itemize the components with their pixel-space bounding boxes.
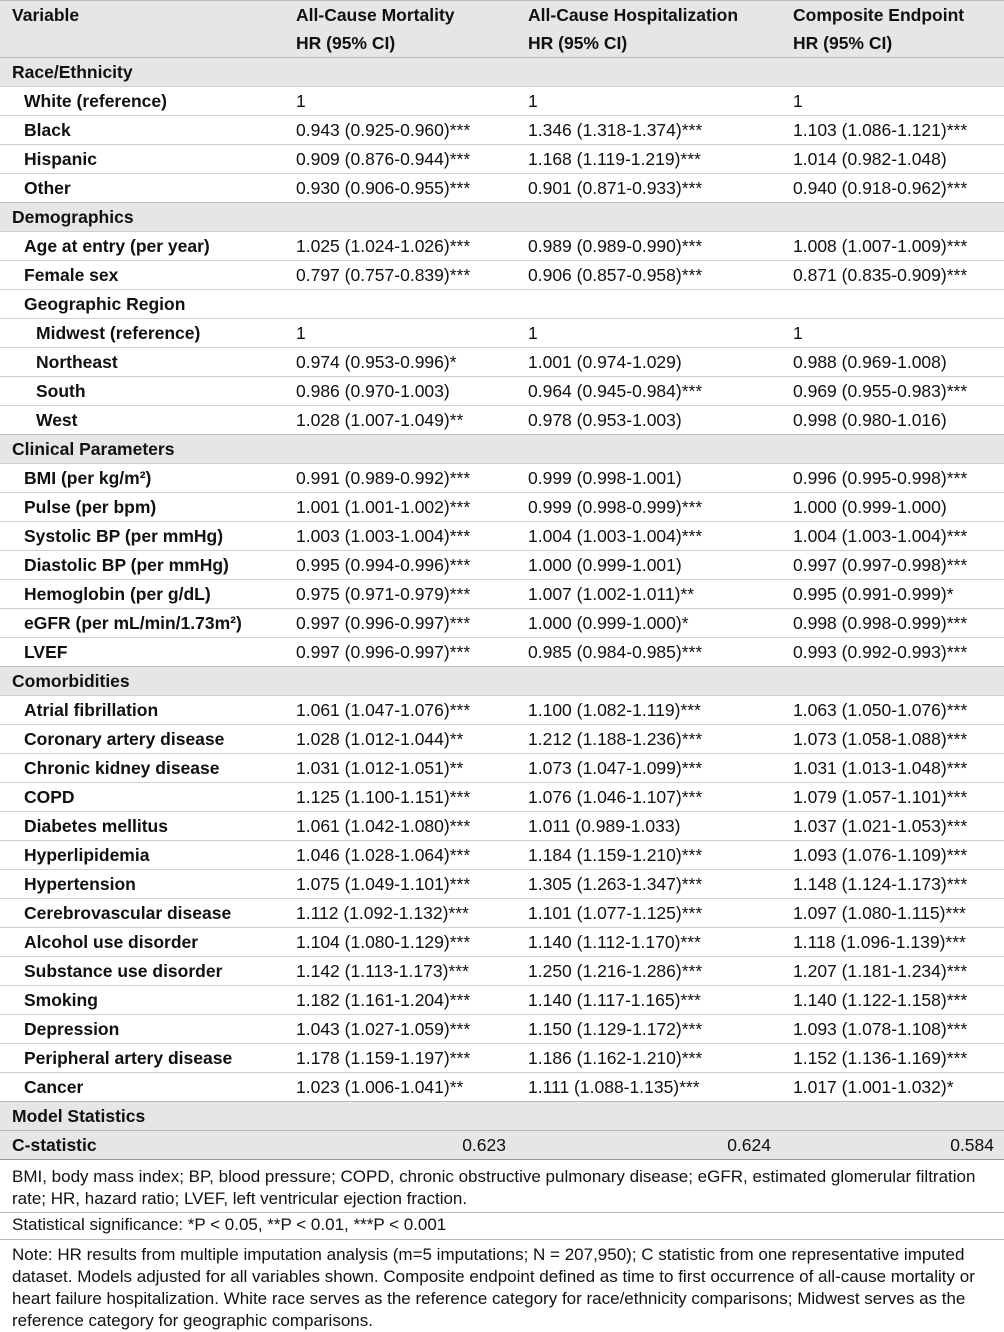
empty-cell (516, 1102, 781, 1131)
hr-composite-cell: 0.998 (0.980-1.016) (781, 406, 1004, 435)
hr-mortality-cell: 1.028 (1.012-1.044)** (284, 725, 516, 754)
hr-hospitalization-cell: 0.906 (0.857-0.958)*** (516, 261, 781, 290)
empty-cell (781, 203, 1004, 232)
table-row (0, 870, 1004, 899)
header-composite: Composite Endpoint (781, 1, 1004, 30)
section-label: Comorbidities (0, 667, 284, 696)
hr-mortality-cell: 1.061 (1.047-1.076)*** (284, 696, 516, 725)
hr-composite-cell: 1.093 (1.078-1.108)*** (781, 1015, 1004, 1044)
hr-hospitalization-cell: 1.250 (1.216-1.286)*** (516, 957, 781, 986)
empty-cell (284, 290, 516, 319)
hr-hospitalization-cell: 1.011 (0.989-1.033) (516, 812, 781, 841)
hr-composite-cell: 1.140 (1.122-1.158)*** (781, 986, 1004, 1015)
variable-label: Chronic kidney disease (0, 754, 284, 783)
variable-label: Other (0, 174, 284, 203)
table-row (0, 696, 1004, 725)
hr-hospitalization-cell: 1.004 (1.003-1.004)*** (516, 522, 781, 551)
hr-mortality-cell: 0.997 (0.996-0.997)*** (284, 609, 516, 638)
section-label: Model Statistics (0, 1102, 284, 1131)
hr-composite-cell: 0.940 (0.918-0.962)*** (781, 174, 1004, 203)
header-unit-composite: HR (95% CI) (781, 29, 1004, 58)
hr-mortality-cell: 1.112 (1.092-1.132)*** (284, 899, 516, 928)
table-row (0, 986, 1004, 1015)
hr-hospitalization-cell: 1.168 (1.119-1.219)*** (516, 145, 781, 174)
hr-mortality-cell: 0.974 (0.953-0.996)* (284, 348, 516, 377)
header-mortality: All-Cause Mortality (284, 1, 516, 30)
table-row (0, 1044, 1004, 1073)
hr-mortality-cell: 1 (284, 87, 516, 116)
table-row (0, 899, 1004, 928)
hr-hospitalization-cell: 1.305 (1.263-1.347)*** (516, 870, 781, 899)
empty-cell (284, 667, 516, 696)
hr-hospitalization-cell: 1.100 (1.082-1.119)*** (516, 696, 781, 725)
variable-label: Cancer (0, 1073, 284, 1102)
hr-mortality-cell: 1.142 (1.113-1.173)*** (284, 957, 516, 986)
header-hospitalization: All-Cause Hospitalization (516, 1, 781, 30)
c-statistic-row (0, 1131, 1004, 1160)
hr-composite-cell: 1.017 (1.001-1.032)* (781, 1073, 1004, 1102)
section-header-row (0, 58, 1004, 87)
hr-composite-cell: 1.008 (1.007-1.009)*** (781, 232, 1004, 261)
hr-composite-cell: 1.063 (1.050-1.076)*** (781, 696, 1004, 725)
variable-label: Peripheral artery disease (0, 1044, 284, 1073)
hr-mortality-cell: 0.997 (0.996-0.997)*** (284, 638, 516, 667)
header-unit-mortality: HR (95% CI) (284, 29, 516, 58)
hr-mortality-cell: 1.061 (1.042-1.080)*** (284, 812, 516, 841)
hr-hospitalization-cell: 1.000 (0.999-1.000)* (516, 609, 781, 638)
hr-hospitalization-cell: 0.999 (0.998-0.999)*** (516, 493, 781, 522)
hr-composite-cell: 1 (781, 87, 1004, 116)
variable-label: COPD (0, 783, 284, 812)
variable-label: Black (0, 116, 284, 145)
hr-composite-cell: 0.969 (0.955-0.983)*** (781, 377, 1004, 406)
hr-hospitalization-cell: 0.901 (0.871-0.933)*** (516, 174, 781, 203)
hr-mortality-cell: 0.995 (0.994-0.996)*** (284, 551, 516, 580)
hr-mortality-cell: 0.943 (0.925-0.960)*** (284, 116, 516, 145)
hr-mortality-cell: 1.025 (1.024-1.026)*** (284, 232, 516, 261)
table-row (0, 406, 1004, 435)
table-row (0, 493, 1004, 522)
section-header-row (0, 1102, 1004, 1131)
variable-label: Substance use disorder (0, 957, 284, 986)
c-statistic-mortality: 0.623 (284, 1131, 516, 1160)
hr-hospitalization-cell: 1 (516, 319, 781, 348)
section-header-row (0, 435, 1004, 464)
hr-mortality-cell: 1.031 (1.012-1.051)** (284, 754, 516, 783)
variable-label: Smoking (0, 986, 284, 1015)
hr-hospitalization-cell: 0.985 (0.984-0.985)*** (516, 638, 781, 667)
hr-composite-cell: 0.871 (0.835-0.909)*** (781, 261, 1004, 290)
hr-mortality-cell: 1.043 (1.027-1.059)*** (284, 1015, 516, 1044)
hr-mortality-cell: 1.046 (1.028-1.064)*** (284, 841, 516, 870)
table-row (0, 261, 1004, 290)
hr-hospitalization-cell: 1.212 (1.188-1.236)*** (516, 725, 781, 754)
hr-hospitalization-cell: 1.076 (1.046-1.107)*** (516, 783, 781, 812)
hr-hospitalization-cell: 1.073 (1.047-1.099)*** (516, 754, 781, 783)
table-row (0, 754, 1004, 783)
variable-label: Alcohol use disorder (0, 928, 284, 957)
variable-label: Age at entry (per year) (0, 232, 284, 261)
hr-composite-cell: 1.118 (1.096-1.139)*** (781, 928, 1004, 957)
variable-label: Systolic BP (per mmHg) (0, 522, 284, 551)
header-row-titles (0, 1, 1004, 30)
table-row (0, 377, 1004, 406)
hr-hospitalization-cell: 0.999 (0.998-1.001) (516, 464, 781, 493)
variable-label: South (0, 377, 284, 406)
hr-composite-cell: 1.152 (1.136-1.169)*** (781, 1044, 1004, 1073)
table-row (0, 580, 1004, 609)
table-row (0, 464, 1004, 493)
table-row (0, 928, 1004, 957)
table-row (0, 638, 1004, 667)
hr-composite-cell: 0.995 (0.991-0.999)* (781, 580, 1004, 609)
table-row (0, 841, 1004, 870)
table-row (0, 551, 1004, 580)
section-header-row (0, 667, 1004, 696)
hr-composite-cell: 0.997 (0.997-0.998)*** (781, 551, 1004, 580)
hr-mortality-cell: 1.125 (1.100-1.151)*** (284, 783, 516, 812)
hr-mortality-cell: 1.182 (1.161-1.204)*** (284, 986, 516, 1015)
hr-composite-cell: 1.000 (0.999-1.000) (781, 493, 1004, 522)
header-variable: Variable (0, 1, 284, 30)
variable-label: Hemoglobin (per g/dL) (0, 580, 284, 609)
variable-label: West (0, 406, 284, 435)
hr-mortality-cell: 1.178 (1.159-1.197)*** (284, 1044, 516, 1073)
hr-composite-cell: 1.097 (1.080-1.115)*** (781, 899, 1004, 928)
hr-mortality-cell: 1.028 (1.007-1.049)** (284, 406, 516, 435)
c-statistic-composite: 0.584 (781, 1131, 1004, 1160)
empty-cell (781, 58, 1004, 87)
empty-cell (516, 203, 781, 232)
hr-hospitalization-cell: 1 (516, 87, 781, 116)
hr-mortality-cell: 1 (284, 319, 516, 348)
variable-label: Atrial fibrillation (0, 696, 284, 725)
section-label: Geographic Region (0, 290, 284, 319)
table-row (0, 1073, 1004, 1102)
hr-hospitalization-cell: 1.111 (1.088-1.135)*** (516, 1073, 781, 1102)
hr-mortality-cell: 0.975 (0.971-0.979)*** (284, 580, 516, 609)
table-row (0, 145, 1004, 174)
table-row (0, 87, 1004, 116)
hr-composite-cell: 1.079 (1.057-1.101)*** (781, 783, 1004, 812)
empty-cell (781, 290, 1004, 319)
section-header-row (0, 203, 1004, 232)
variable-label: Female sex (0, 261, 284, 290)
table-row (0, 232, 1004, 261)
hr-hospitalization-cell: 1.000 (0.999-1.001) (516, 551, 781, 580)
hr-composite-cell: 0.996 (0.995-0.998)*** (781, 464, 1004, 493)
table-row (0, 812, 1004, 841)
empty-cell (284, 203, 516, 232)
empty-cell (516, 435, 781, 464)
section-label: Demographics (0, 203, 284, 232)
hr-hospitalization-cell: 1.140 (1.117-1.165)*** (516, 986, 781, 1015)
table-row (0, 319, 1004, 348)
hr-composite-cell: 1 (781, 319, 1004, 348)
table-row (0, 1015, 1004, 1044)
variable-label: Hypertension (0, 870, 284, 899)
hr-composite-cell: 0.993 (0.992-0.993)*** (781, 638, 1004, 667)
empty-cell (516, 290, 781, 319)
hr-hospitalization-cell: 1.150 (1.129-1.172)*** (516, 1015, 781, 1044)
empty-cell (284, 1102, 516, 1131)
hr-hospitalization-cell: 1.184 (1.159-1.210)*** (516, 841, 781, 870)
hr-mortality-cell: 1.001 (1.001-1.002)*** (284, 493, 516, 522)
table-row (0, 957, 1004, 986)
empty-cell (781, 667, 1004, 696)
variable-label: Cerebrovascular disease (0, 899, 284, 928)
hr-mortality-cell: 1.075 (1.049-1.101)*** (284, 870, 516, 899)
hr-mortality-cell: 1.023 (1.006-1.041)** (284, 1073, 516, 1102)
hr-composite-cell: 1.014 (0.982-1.048) (781, 145, 1004, 174)
c-statistic-hospitalization: 0.624 (516, 1131, 781, 1160)
hr-mortality-cell: 1.104 (1.080-1.129)*** (284, 928, 516, 957)
variable-label: eGFR (per mL/min/1.73m²) (0, 609, 284, 638)
table-body (0, 58, 1004, 1160)
empty-cell (284, 58, 516, 87)
variable-label: Depression (0, 1015, 284, 1044)
hr-mortality-cell: 0.986 (0.970-1.003) (284, 377, 516, 406)
empty-cell (781, 435, 1004, 464)
table-row (0, 174, 1004, 203)
variable-label: Pulse (per bpm) (0, 493, 284, 522)
hr-hospitalization-cell: 0.964 (0.945-0.984)*** (516, 377, 781, 406)
variable-label: Northeast (0, 348, 284, 377)
hr-hospitalization-cell: 1.001 (0.974-1.029) (516, 348, 781, 377)
table-row (0, 348, 1004, 377)
variable-label: Diabetes mellitus (0, 812, 284, 841)
variable-label: Hyperlipidemia (0, 841, 284, 870)
hr-hospitalization-cell: 1.186 (1.162-1.210)*** (516, 1044, 781, 1073)
variable-label: Coronary artery disease (0, 725, 284, 754)
hr-hospitalization-cell: 1.346 (1.318-1.374)*** (516, 116, 781, 145)
variable-label: Diastolic BP (per mmHg) (0, 551, 284, 580)
hr-mortality-cell: 0.930 (0.906-0.955)*** (284, 174, 516, 203)
table-row (0, 116, 1004, 145)
empty-cell (516, 667, 781, 696)
section-label: Clinical Parameters (0, 435, 284, 464)
hr-hospitalization-cell: 1.140 (1.112-1.170)*** (516, 928, 781, 957)
hr-hospitalization-cell: 0.978 (0.953-1.003) (516, 406, 781, 435)
hr-composite-cell: 0.998 (0.998-0.999)*** (781, 609, 1004, 638)
hr-hospitalization-cell: 1.101 (1.077-1.125)*** (516, 899, 781, 928)
hr-composite-cell: 1.148 (1.124-1.173)*** (781, 870, 1004, 899)
c-statistic-label: C-statistic (0, 1131, 284, 1160)
header-row-units (0, 29, 1004, 58)
hr-composite-cell: 1.073 (1.058-1.088)*** (781, 725, 1004, 754)
section-label: Race/Ethnicity (0, 58, 284, 87)
hr-mortality-cell: 0.909 (0.876-0.944)*** (284, 145, 516, 174)
footnote-abbreviations: BMI, body mass index; BP, blood pressure; COPD, chronic obstructive pulmonary disease; eGFR, estimated glomerular filtration rate; HR, hazard ratio; LVEF, left ventricular ejection fraction. (12, 1167, 976, 1208)
table-row (0, 522, 1004, 551)
hr-mortality-cell: 0.991 (0.989-0.992)*** (284, 464, 516, 493)
variable-label: BMI (per kg/m²) (0, 464, 284, 493)
hr-composite-cell: 1.031 (1.013-1.048)*** (781, 754, 1004, 783)
table-row (0, 783, 1004, 812)
footnote-note: Note: HR results from multiple imputation analysis (m=5 imputations; N = 207,950); C statistic from one representative imputed dataset. Models adjusted for all variables shown. Composite endpoint defined as time to first occurrence of all-cause mortality or heart failure hospitalization. White race serves as the reference category for race/ethnicity comparisons; Midwest serves as the reference category for geographic comparisons. (12, 1245, 975, 1330)
hr-composite-cell: 1.004 (1.003-1.004)*** (781, 522, 1004, 551)
variable-label: Hispanic (0, 145, 284, 174)
footnote-significance: Statistical significance: *P < 0.05, **P < 0.01, ***P < 0.001 (0, 1212, 1004, 1240)
variable-label: Midwest (reference) (0, 319, 284, 348)
hr-hospitalization-cell: 1.007 (1.002-1.011)** (516, 580, 781, 609)
hr-hospitalization-cell: 0.989 (0.989-0.990)*** (516, 232, 781, 261)
hr-mortality-cell: 1.003 (1.003-1.004)*** (284, 522, 516, 551)
empty-cell (284, 435, 516, 464)
header-unit-blank (0, 29, 284, 58)
hr-mortality-cell: 0.797 (0.757-0.839)*** (284, 261, 516, 290)
empty-cell (516, 58, 781, 87)
hr-composite-cell: 1.093 (1.076-1.109)*** (781, 841, 1004, 870)
table-row (0, 725, 1004, 754)
empty-cell (781, 1102, 1004, 1131)
variable-label: LVEF (0, 638, 284, 667)
hr-composite-cell: 1.207 (1.181-1.234)*** (781, 957, 1004, 986)
hr-composite-cell: 1.103 (1.086-1.121)*** (781, 116, 1004, 145)
header-unit-hospitalization: HR (95% CI) (516, 29, 781, 58)
table-row (0, 609, 1004, 638)
subsection-header-row (0, 290, 1004, 319)
hr-composite-cell: 0.988 (0.969-1.008) (781, 348, 1004, 377)
hr-composite-cell: 1.037 (1.021-1.053)*** (781, 812, 1004, 841)
variable-label: White (reference) (0, 87, 284, 116)
